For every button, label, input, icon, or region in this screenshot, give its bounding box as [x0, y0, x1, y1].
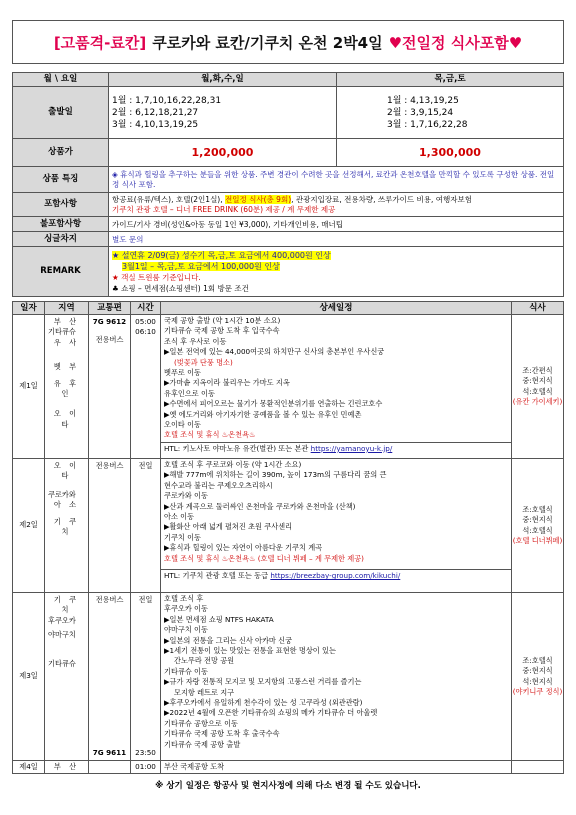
sched-head-transport: 교통편 [89, 302, 131, 315]
sched-head-day: 일자 [13, 302, 45, 315]
flight-code: 7G 9611 [92, 747, 127, 757]
time-item: 23:50 [135, 747, 156, 757]
remark-line1: ★ 설연휴 2/09(금) 성수기 목,금,토 요금에서 400,000원 인상 [112, 250, 331, 260]
hotel-link[interactable]: https://breezbay-group.com/kikuchi/ [270, 571, 401, 581]
day3-region: 기 쿠 치 [53, 595, 80, 615]
time-item: 전일 [138, 461, 153, 470]
excluded-label: 불포함사항 [13, 217, 109, 232]
day3-region: 기타큐슈 [48, 658, 76, 668]
detail-line: 국제 공항 출발 (약 1시간 10분 소요) [164, 316, 281, 325]
day1-detail [161, 315, 512, 459]
day4-meals [512, 761, 564, 774]
detail-line: ▶후쿠오카에서 유일하게 천수각이 있는 성 고쿠라성 (외관관람) [164, 698, 363, 708]
detail-line: 후쿠오카 이동 [164, 604, 208, 614]
detail-line: 호텔 조식 및 휴식 ♨온천욕♨ [164, 430, 256, 440]
detail-line: ▶1세기 전통이 있는 맛있는 전통을 표현한 명상이 있는 [164, 646, 336, 656]
departure-weekday-feb: 2월 : 6,12,18,21,27 [112, 107, 199, 118]
day3-label: 제3일 [13, 593, 45, 761]
detail-line: ▶가마솥 지옥이라 불리우는 가마도 지옥 [164, 378, 290, 388]
info-table [12, 72, 564, 297]
day2-hotel [161, 569, 511, 582]
price-weekday: 1,200,000 [109, 139, 337, 167]
departure-weekday-jan: 1월 : 1,7,10,16,22,28,31 [112, 95, 222, 106]
day2-meals [512, 459, 564, 593]
time-item: 05:00 [135, 317, 156, 326]
time-item: 전일 [138, 595, 153, 604]
flight-code: 7G 9612 [92, 317, 127, 326]
detail-line: 호텔 조식 후 쿠로코와 이동 (약 1시간 소요) [164, 460, 302, 469]
sched-head-detail: 상세일정 [161, 302, 512, 315]
hotel-link[interactable]: https://yamanoyu-k.jp/ [310, 443, 393, 453]
features-text: ◈ 휴식과 힐링을 추구하는 분들을 위한 상품. 주변 경관이 수려한 곳을 선정해서, 료칸과 온천호텔을 만끽할 수 있도록 구성한 상품. 전일정 식사 포함. [109, 167, 564, 193]
remark-line4: ♣ 쇼핑 – 면세점(쇼핑센터) 1회 방문 조건 [112, 283, 249, 293]
title-tag: [고품격-료칸] [53, 33, 147, 52]
detail-line: 오이타 이동 [164, 420, 202, 430]
day1-region: 오 이 타 [53, 409, 80, 429]
title-main: 쿠로카와 료칸/기쿠치 온천 2박4일 [152, 33, 383, 52]
day2-region: 오 이 타 [53, 461, 80, 481]
col-weekend: 목,금,토 [337, 73, 564, 87]
sched-head-time: 시간 [131, 302, 161, 315]
included-drink: 기쿠치 관광 호텔 – 디너 FREE DRINK (60분) 제공 / 계 무제한 제공 [112, 204, 336, 214]
detail-line: 조식 후 우사로 이동 [164, 336, 227, 346]
departure-weekend-feb: 2월 : 3,9,15,24 [387, 107, 454, 118]
detail-line: ▶2022년 4월에 오픈한 기타큐슈의 쇼핑의 메카 기타큐슈 더 아울렛 [164, 708, 378, 718]
day1-regions [45, 315, 89, 459]
detail-line: ▶옛 에도거리와 아기자기한 공예품을 볼 수 있는 유후인 민예촌 [164, 409, 362, 419]
detail-line: 기타큐슈 국제 공항 도착 후 입국수속 [164, 326, 280, 336]
detail-line: ▶활화산 아래 넓게 펼쳐진 초원 쿠사센리 [164, 522, 293, 532]
detail-line: 기타큐슈 이동 [164, 666, 208, 676]
hotel-name: HTL: 기쿠치 관광 호텔 또는 동급 [164, 571, 269, 581]
day3-region: 후쿠오카 [48, 615, 76, 625]
time-item: 06:10 [135, 327, 156, 337]
detail-line: 호텔 조식 및 휴식 ♨온천욕♨ (호텔 디너 뷔페 – 계 무제한 제공) [164, 553, 364, 563]
hotel-name: HTL: 키노사토 야마노유 유칸(별관) 또는 본관 [164, 443, 309, 453]
day3-time [131, 593, 161, 761]
remark-line2: 3월1일 – 목,금,토 요금에서 100,000원 인상 [122, 261, 280, 271]
day4-transport [89, 761, 131, 774]
transport-item: 전용버스 [95, 461, 124, 470]
day1-region: 부 산 [53, 317, 80, 326]
features-label: 상품 특징 [13, 167, 109, 193]
meal-item: 중:현지식 [522, 666, 553, 676]
day1-hotel [161, 442, 511, 455]
included-label: 포함사항 [13, 193, 109, 217]
departure-weekend-jan: 1월 : 4,13,19,25 [387, 95, 459, 106]
detail-line: 기타큐슈 공항으로 이동 [164, 718, 239, 728]
day1-label: 제1일 [13, 315, 45, 459]
meal-note: (야키니쿠 정식) [512, 687, 563, 697]
day1-region: 벳 부 [53, 362, 80, 372]
detail-line: ▶일본 면세점 쇼핑 NTFS HAKATA [164, 614, 274, 624]
departure-weekend-mar: 3월 : 1,7,16,22,28 [387, 119, 468, 130]
meal-item: 석:호텔식 [522, 386, 553, 396]
day2-label: 제2일 [13, 459, 45, 593]
day3-transport [89, 593, 131, 761]
meal-item: 중:현지식 [522, 376, 553, 386]
transport-item: 전용버스 [95, 335, 124, 345]
detail-line: 현수교라 불리는 쿠제오오츠리하시 [164, 480, 273, 490]
detail-line: ▶수면에서 피어오르는 물기가 몽환적인분위기를 연출하는 긴린코호수 [164, 399, 383, 409]
meal-item: 중:현지식 [522, 515, 553, 525]
meal-item: 석:호텔식 [522, 525, 553, 535]
day1-region: 유 후 인 [53, 378, 80, 399]
day4-region: 부 산 [45, 761, 89, 774]
day3-detail [161, 593, 512, 761]
remark-text [109, 247, 564, 297]
meal-item: 조:간편식 [522, 365, 553, 375]
day3-region: 야마구치 [48, 630, 76, 640]
detail-line: (벚꽃과 단풍 명소) [174, 357, 233, 367]
included-part1: 항공료(유류/텍스), 호텔(2인1실), [112, 194, 226, 204]
meal-item: 조:호텔식 [522, 655, 553, 665]
detail-line: 아소 이동 [164, 512, 195, 522]
remark-line3: ★ 객실 트윈룸 기준입니다. [112, 272, 201, 282]
day1-region: 기타큐슈 [48, 327, 76, 337]
transport-item: 전용버스 [95, 595, 124, 604]
day1-region: 우 사 [53, 337, 80, 347]
day2-region: 기 쿠 치 [53, 516, 80, 537]
departure-weekday [109, 87, 337, 139]
day2-transport [89, 459, 131, 593]
col-label: 월 \ 요일 [13, 73, 109, 87]
itinerary-page [12, 20, 564, 791]
remark-label: REMARK [13, 247, 109, 297]
departure-weekday-mar: 3월 : 4,10,13,19,25 [112, 119, 199, 130]
day2-detail [161, 459, 512, 593]
detail-line: 기쿠치 이동 [164, 532, 202, 542]
meal-item: 석:현지식 [522, 676, 553, 686]
meal-note: (유칸 가이세키) [512, 397, 563, 407]
detail-line: 호텔 조식 후 [164, 594, 204, 603]
day4-label: 제4일 [13, 761, 45, 774]
day4-detail: 부산 국제공항 도착 [161, 761, 512, 774]
single-label: 싱글차지 [13, 232, 109, 247]
page-title [12, 20, 564, 64]
day3-regions [45, 593, 89, 761]
footer-note: ※ 상기 일정은 항공사 및 현지사정에 의해 다소 변경 될 수도 있습니다. [155, 781, 421, 792]
departure-weekend [337, 87, 564, 139]
price-weekend: 1,300,000 [337, 139, 564, 167]
meal-item: 조:호텔식 [522, 504, 553, 514]
included-meals: 전일정 식사(총 9회) [225, 194, 292, 204]
detail-line: ▶규가 자랑 전통적 모지코 및 모지항의 고풍스런 거리를 즐기는 [164, 677, 362, 687]
included-part2: , 관광지입장료, 전용차량, 쓰루가이드 비용, 여행자보험 [291, 194, 472, 204]
detail-line: 간노무라 전망 공원 [174, 656, 235, 666]
schedule-table [12, 301, 564, 774]
detail-line: 기타큐슈 국제 공항 출발 [164, 739, 241, 749]
day1-transport [89, 315, 131, 459]
detail-line: 유후인으로 이동 [164, 388, 215, 398]
day3-meals [512, 593, 564, 761]
detail-line: 벳푸로 이동 [164, 368, 202, 378]
detail-line: 쿠로카와 이동 [164, 491, 208, 501]
day2-regions [45, 459, 89, 593]
sched-head-region: 지역 [45, 302, 89, 315]
single-text: 별도 문의 [109, 232, 564, 247]
title-meal-note: ♥전일정 식사포함♥ [388, 33, 523, 52]
sched-head-meal: 식사 [512, 302, 564, 315]
meal-note: (호텔 디너뷔페) [512, 536, 563, 546]
departure-label: 출발일 [13, 87, 109, 139]
col-weekday: 월,화,수,일 [109, 73, 337, 87]
detail-line: 야마구치 이동 [164, 625, 208, 635]
detail-line: ▶일본의 전통을 그리는 신사 아카마 신궁 [164, 635, 293, 645]
excluded-text: 가이드/기사 경비(성인&아동 동일 1인 ¥3,000), 기타개인비용, 매너팁 [109, 217, 564, 232]
detail-line: ▶일본 전역에 있는 44,000여곳의 하치만구 신사의 총본부인 우사신궁 [164, 347, 385, 357]
included-text [109, 193, 564, 217]
detail-line: 기타큐슈 국제 공항 도착 후 출국수속 [164, 729, 280, 739]
day4-time: 01:00 [131, 761, 161, 774]
price-label: 상품가 [13, 139, 109, 167]
day2-region: 아 소 [53, 500, 80, 510]
day1-time [131, 315, 161, 459]
day2-time [131, 459, 161, 593]
detail-line: ▶해발 777m에 위치하는 길이 390m, 높이 173m의 구름다리 꿈의 큰 [164, 470, 387, 480]
detail-line: ▶산과 계곡으로 둘러싸인 온천마을 쿠로카와 온천마을 (산책) [164, 501, 356, 511]
day2-region: 쿠로카와 [48, 489, 76, 499]
day1-meals [512, 315, 564, 459]
detail-line: ▶휴식과 힐링이 있는 자연이 아름다운 기쿠치 계곡 [164, 543, 323, 553]
detail-line: 모지항 레트로 지구 [174, 687, 235, 697]
